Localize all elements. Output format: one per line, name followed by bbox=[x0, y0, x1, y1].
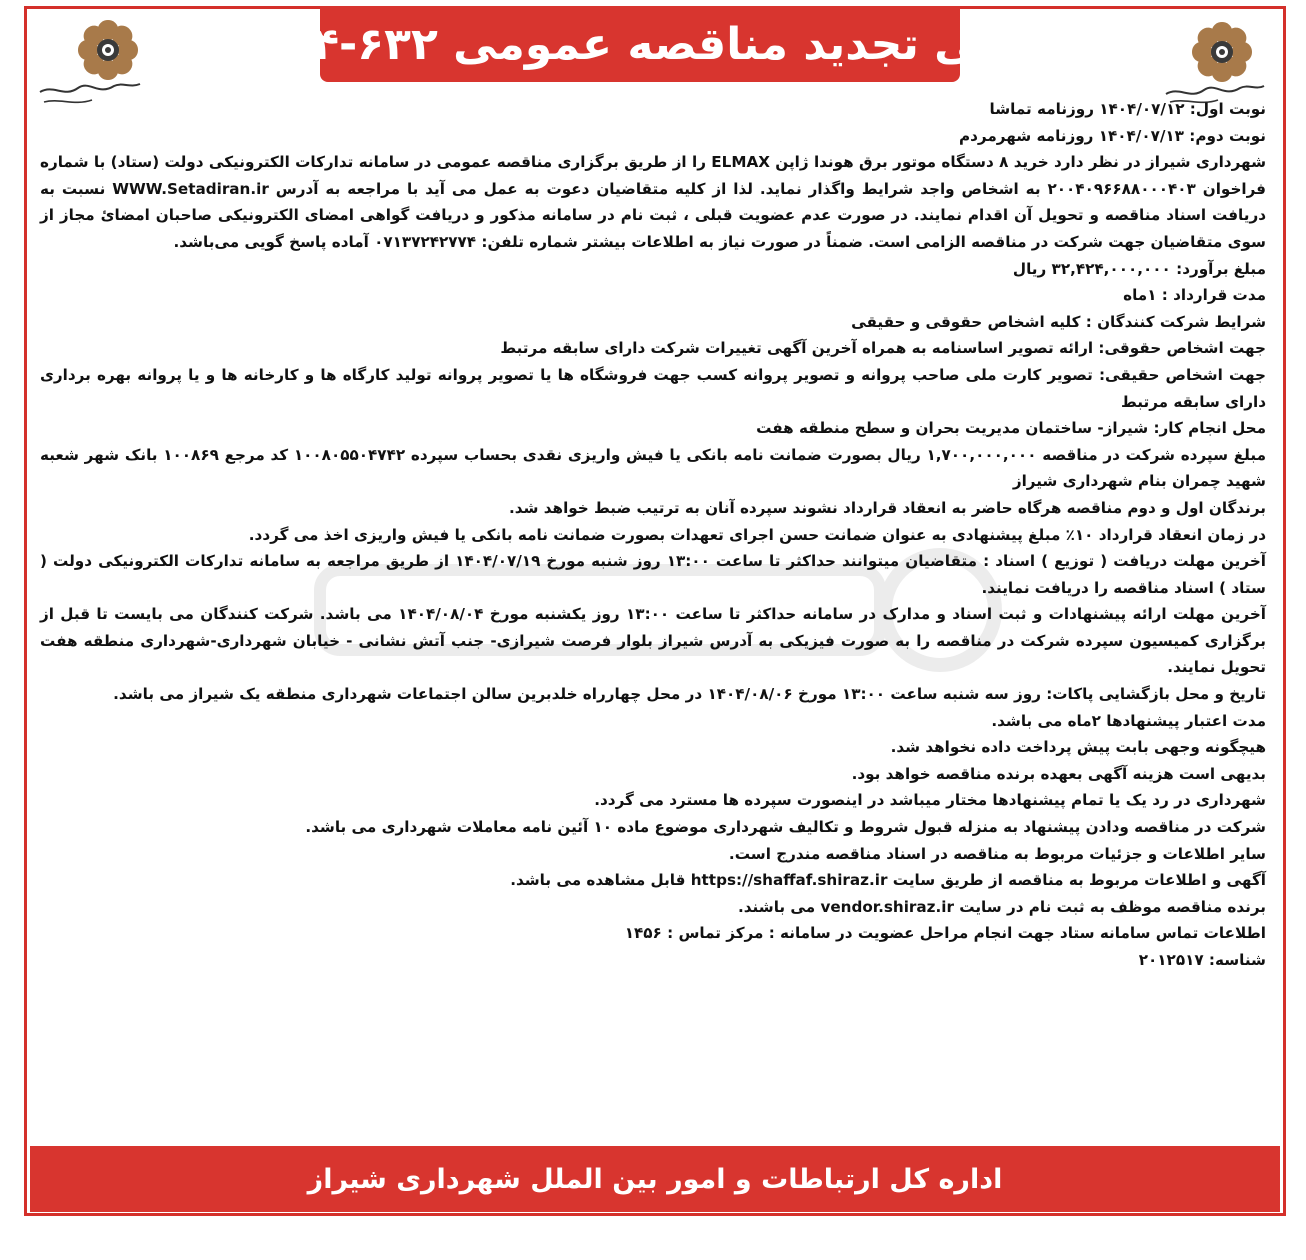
opening-date-location: تاریخ و محل بازگشایی پاکات: روز سه شنبه ساعت ۱۳:۰۰ مورخ ۱۴۰۴/۰۸/۰۶ در محل چهارراه خلدبرین سالن اجتماعات شهرداری منطقه یک شیراز می باشد. bbox=[113, 685, 1266, 704]
legal-persons-requirements: جهت اشخاص حقوقی: ارائه تصویر اساسنامه به همراه آخرین آگهی تغییرات شرکت دارای سابقه مرتبط bbox=[500, 339, 1266, 358]
setad-contact-line: اطلاعات تماس سامانه ستاد جهت انجام مراحل عضویت در سامانه : مرکز تماس : ۱۴۵۶ bbox=[624, 924, 1266, 943]
header-bar bbox=[231, 6, 1049, 82]
natural-persons-requirements: جهت اشخاص حقیقی: تصویر کارت ملی صاحب پروانه و تصویر پروانه کسب جهت فروشگاه ها یا تصویر پروانه تولید کارگاه ها و کارخانه ها و یا پروانه بهره برداری دارای سابقه مرتبط bbox=[40, 365, 1266, 411]
contract-duration: مدت قرارداد : ۱ماه bbox=[1123, 286, 1266, 305]
ad-cost-note: بدیهی است هزینه آگهی بعهده برنده مناقصه خواهد بود. bbox=[851, 764, 1266, 783]
vendor-registration-line: برنده مناقصه موظف به ثبت نام در سایت vendor.shiraz.ir می باشند. bbox=[738, 897, 1266, 916]
deposit-amount: مبلغ سپرده شرکت در مناقصه ۱,۷۰۰,۰۰۰,۰۰۰ ریال بصورت ضمانت نامه بانکی یا فیش واریزی نقدی بحساب سپرده ۱۰۰۸۰۵۵۰۴۷۴۲ کد مرجع ۱۰۰۸۶۹ بانک شهر شعبه شهید چمران بنام شهرداری شیراز bbox=[40, 445, 1266, 491]
proposal-validity: مدت اعتبار پیشنهادها ۲ماه می باشد. bbox=[991, 711, 1266, 730]
page-title: آگهی تجدید مناقصه عمومی ۶۳۲-۱۴۰۴ bbox=[231, 18, 1049, 70]
tender-body bbox=[40, 96, 1266, 1136]
winners-deposit-note: برندگان اول و دوم مناقصه هرگاه حاضر به انعقاد قرارداد نشوند سپرده آنان به ترتیب ضبط خواهد شد. bbox=[509, 498, 1266, 517]
first-publication-line: نوبت اول: ۱۴۰۴/۰۷/۱۲ روزنامه تماشا bbox=[989, 100, 1266, 118]
identifier-line: شناسه: ۲۰۱۲۵۱۷ bbox=[1138, 951, 1266, 969]
participant-conditions: شرایط شرکت کنندگان : کلیه اشخاص حقوقی و حقیقی bbox=[851, 312, 1266, 331]
shaffaf-website-line: آگهی و اطلاعات مربوط به مناقصه از طریق سایت https://shaffaf.shiraz.ir قابل مشاهده می باشد. bbox=[510, 871, 1266, 890]
tender-description: شهرداری شیراز در نظر دارد خرید ۸ دستگاه موتور برق هوندا ژاپن ELMAX را از طریق برگزاری مناقصه عمومی در سامانه تدارکات الکترونیکی دولت (ستاد) با شماره فراخوان ۲۰۰۴۰۹۶۶۸۸۰۰۰۴۰۳ به اشخاص واجد شرایط واگذار نماید. لذا از کلیه متقاضیان دعوت به عمل می آید با مراجعه به آدرس WWW.Setadiran.ir نسبت به دریافت اسناد مناقصه و تحویل آن اقدام نمایند. در صورت عدم عضویت قبلی ، ثبت نام در سامانه مذکور و دریافت گواهی امضای الکترونیکی صاحبان امضائ مجاز از سوی متقاضیان جهت شرکت در مناقصه الزامی است. ضمناً در صورت نیاز به اطلاعات بیشتر شماره تلفن: ۰۷۱۳۷۲۴۲۷۷۴ آماده پاسخ گویی می‌باشد. bbox=[40, 153, 1266, 251]
document-receipt-deadline: آخرین مهلت دریافت ( توزیع ) اسناد : متقاضیان میتوانند حداکثر تا ساعت ۱۳:۰۰ روز شنبه مورخ ۱۴۰۴/۰۷/۱۹ از طریق مراجعه به سامانه تدارکات الکترونیکی دولت ( ستاد ) اسناد مناقصه را دریافت نمایند. bbox=[40, 552, 1266, 597]
second-publication-line: نوبت دوم: ۱۴۰۴/۰۷/۱۳ روزنامه شهرمردم bbox=[958, 126, 1266, 145]
footer-text: اداره کل ارتباطات و امور بین الملل شهرداری شیراز bbox=[307, 1163, 1003, 1195]
footer-bar bbox=[30, 1146, 1280, 1212]
no-prepayment: هیچگونه وجهی بابت پیش پرداخت داده نخواهد شد. bbox=[890, 738, 1266, 757]
rejection-right: شهرداری در رد یک یا تمام پیشنهادها مختار میباشد در اینصورت سپرده ها مسترد می گردد. bbox=[594, 791, 1266, 810]
estimated-amount: مبلغ برآورد: ۳۲,۴۲۴,۰۰۰,۰۰۰ ریال bbox=[1012, 259, 1266, 278]
work-location: محل انجام کار: شیراز- ساختمان مدیریت بحران و سطح منطقه هفت bbox=[756, 419, 1266, 438]
other-info-note: سایر اطلاعات و جزئیات مربوط به مناقصه در اسناد مناقصه مندرج است. bbox=[728, 844, 1266, 863]
proposal-submission-deadline: آخرین مهلت ارائه پیشنهادات و ثبت اسناد و مدارک در سامانه حداکثر تا ساعت ۱۳:۰۰ روز یکشنبه مورخ ۱۴۰۴/۰۸/۰۴ می باشد. شرکت کنندگان می بایست تا قبل از برگزاری کمیسیون سپرده شرکت در مناقصه را به صورت فیزیکی به آدرس شیراز بلوار فرصت شیرازی- جنب آتش نشانی - خیابان شهرداری-شهرداری منطقه هفت تحویل نمایند. bbox=[40, 605, 1266, 677]
acceptance-of-terms: شرکت در مناقصه ودادن پیشنهاد به منزله قبول شروط و تکالیف شهرداری موضوع ماده ۱۰ آئین نامه معاملات شهرداری می باشد. bbox=[305, 818, 1266, 837]
performance-guarantee: در زمان انعقاد قرارداد ۱۰٪ مبلغ پیشنهادی به عنوان ضمانت حسن اجرای تعهدات بصورت ضمانت نامه بانکی یا فیش واریزی اخذ می گردد. bbox=[248, 525, 1266, 544]
